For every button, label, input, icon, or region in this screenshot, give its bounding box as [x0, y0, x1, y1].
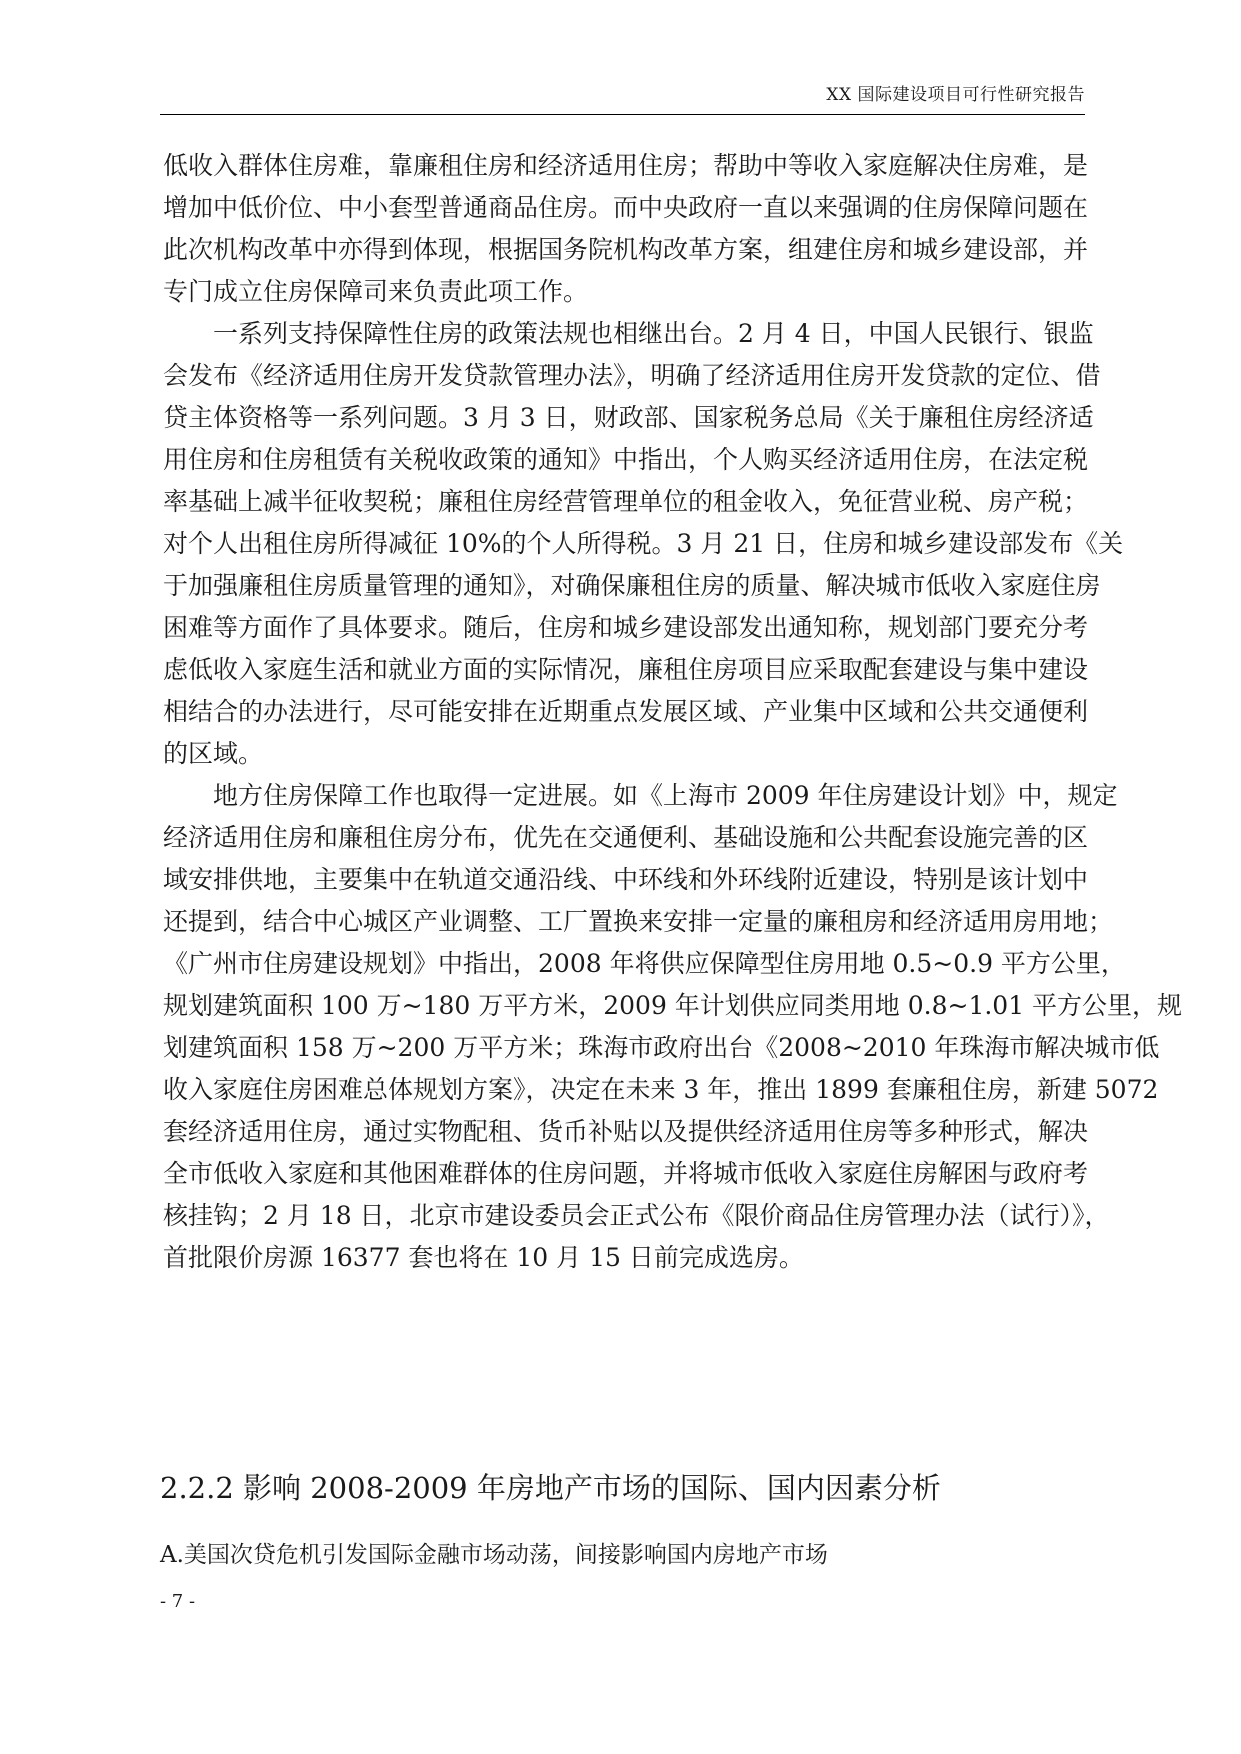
- text-line: 规划建筑面积 100 万~180 万平方米，2009 年计划供应同类用地 0.8~1.01 平方公里，规: [163, 991, 1183, 1020]
- text-line: 增加中低价位、中小套型普通商品住房。而中央政府一直以来强调的住房保障问题在: [163, 193, 1089, 222]
- text-line: 经济适用住房和廉租住房分布，优先在交通便利、基础设施和公共配套设施完善的区: [163, 823, 1089, 852]
- paragraph: [163, 313, 1124, 775]
- text-line: 相结合的办法进行，尽可能安排在近期重点发展区域、产业集中区域和公共交通便利: [163, 697, 1089, 726]
- text-line: 用住房和住房租赁有关税收政策的通知》中指出，个人购买经济适用住房，在法定税: [163, 445, 1089, 474]
- text-line: 首批限价房源 16377 套也将在 10 月 15 日前完成选房。: [163, 1243, 804, 1272]
- page-header: [160, 80, 1085, 115]
- paragraph: [163, 775, 1183, 1279]
- text-line: 地方住房保障工作也取得一定进展。如《上海市 2009 年住房建设计划》中，规定: [213, 781, 1118, 810]
- text-line: 全市低收入家庭和其他困难群体的住房问题，并将城市低收入家庭住房解困与政府考: [163, 1159, 1089, 1188]
- sub-heading: A.美国次贷危机引发国际金融市场动荡，间接影响国内房地产市场: [160, 1542, 828, 1568]
- page-number: - 7 -: [160, 1591, 196, 1612]
- text-line: 贷主体资格等一系列问题。3 月 3 日，财政部、国家税务总局《关于廉租住房经济适: [163, 403, 1094, 432]
- text-line: 核挂钩；2 月 18 日，北京市建设委员会正式公布《限价商品住房管理办法（试行）》，: [163, 1201, 1110, 1230]
- text-line: 低收入群体住房难，靠廉租住房和经济适用住房；帮助中等收入家庭解决住房难，是: [163, 151, 1089, 180]
- text-line: 对个人出租住房所得减征 10%的个人所得税。3 月 21 日，住房和城乡建设部发布《关: [163, 529, 1124, 558]
- text-line: 一系列支持保障性住房的政策法规也相继出台。2 月 4 日，中国人民银行、银监: [213, 319, 1094, 348]
- text-line: 于加强廉租住房质量管理的通知》，对确保廉租住房的质量、解决城市低收入家庭住房: [163, 571, 1101, 600]
- text-line: 虑低收入家庭生活和就业方面的实际情况，廉租住房项目应采取配套建设与集中建设: [163, 655, 1089, 684]
- text-line: 困难等方面作了具体要求。随后，住房和城乡建设部发出通知称，规划部门要充分考: [163, 613, 1089, 642]
- text-line: 划建筑面积 158 万~200 万平方米；珠海市政府出台《2008~2010 年珠海市解决城市低: [163, 1033, 1160, 1062]
- text-line: 域安排供地，主要集中在轨道交通沿线、中环线和外环线附近建设，特别是该计划中: [163, 865, 1089, 894]
- body-text: [163, 145, 1183, 1279]
- text-line: 收入家庭住房困难总体规划方案》，决定在未来 3 年，推出 1899 套廉租住房，新建 5072: [163, 1075, 1159, 1104]
- text-line: 《广州市住房建设规划》中指出，2008 年将供应保障型住房用地 0.5~0.9 平方公里，: [163, 949, 1126, 978]
- text-line: 此次机构改革中亦得到体现，根据国务院机构改革方案，组建住房和城乡建设部，并: [163, 235, 1089, 264]
- text-line: 套经济适用住房，通过实物配租、货币补贴以及提供经济适用住房等多种形式，解决: [163, 1117, 1089, 1146]
- text-line: 会发布《经济适用住房开发贷款管理办法》，明确了经济适用住房开发贷款的定位、借: [163, 361, 1101, 390]
- text-line: 率基础上减半征收契税；廉租住房经营管理单位的租金收入，免征营业税、房产税；: [163, 487, 1089, 516]
- section-heading: 2.2.2 影响 2008-2009 年房地产市场的国际、国内因素分析: [160, 1471, 941, 1505]
- report-title: XX 国际建设项目可行性研究报告: [826, 85, 1085, 105]
- paragraph: [163, 145, 1089, 313]
- text-line: 专门成立住房保障司来负责此项工作。: [163, 277, 589, 306]
- text-line: 的区域。: [163, 739, 264, 768]
- text-line: 还提到，结合中心城区产业调整、工厂置换来安排一定量的廉租房和经济适用房用地；: [163, 907, 1114, 936]
